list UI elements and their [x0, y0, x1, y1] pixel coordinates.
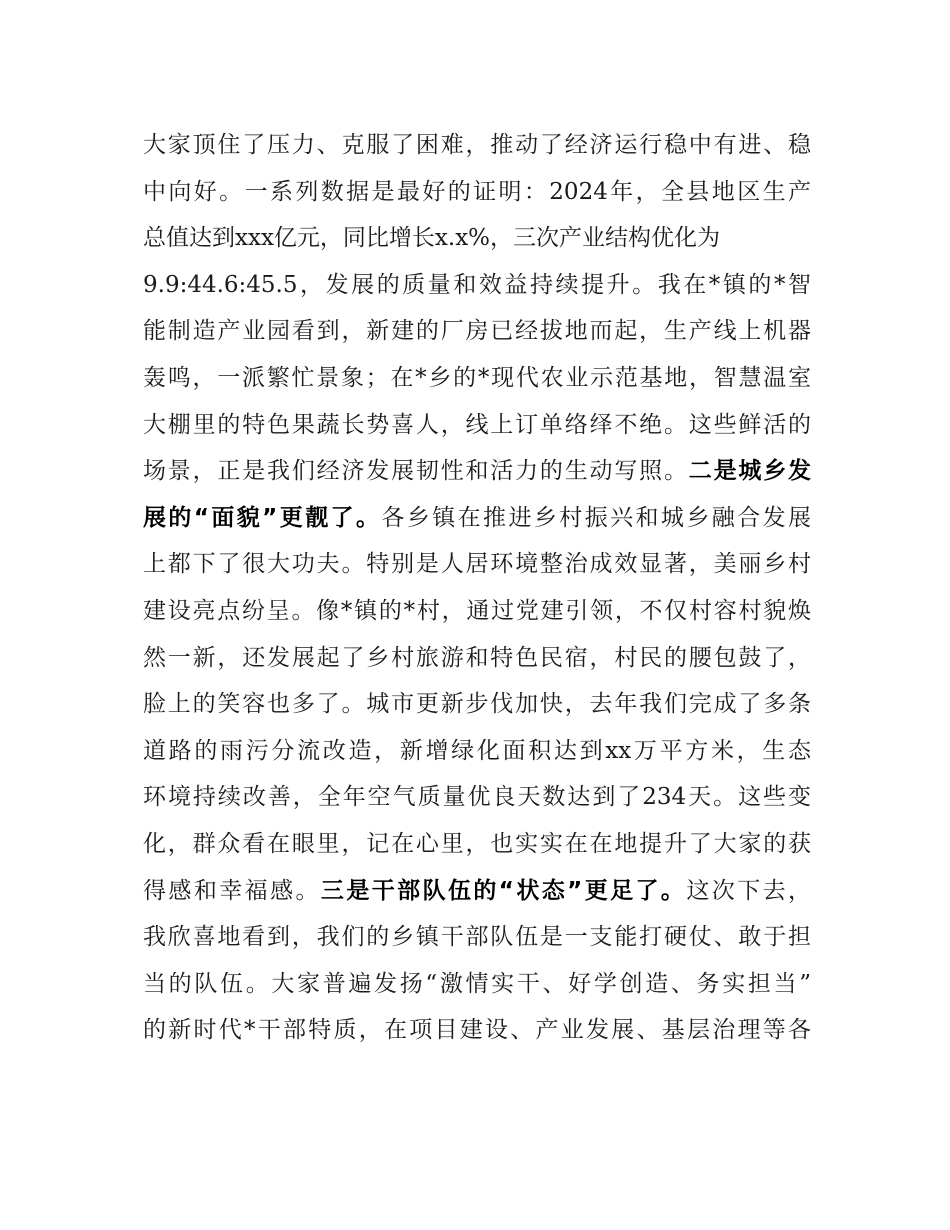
- text-line: [143, 1007, 811, 1054]
- text-line: [143, 821, 811, 868]
- body-text: 这次下去，: [686, 877, 812, 904]
- body-text: 得感和幸福感。: [143, 877, 321, 904]
- text-line: [143, 308, 811, 355]
- document-body: [143, 122, 811, 1054]
- bold-heading-text: 二是城乡发: [688, 458, 812, 485]
- text-line: [143, 262, 811, 309]
- text-line: [143, 169, 811, 216]
- text-line: [143, 868, 811, 915]
- text-line: [143, 541, 811, 588]
- text-line: [143, 588, 811, 635]
- body-text: 当的队伍。大家普遍发扬“激情实干、好学创造、务实担当”: [143, 970, 811, 997]
- body-text: 能制造产业园看到，新建的厂房已经拔地而起，生产线上机器: [143, 318, 811, 345]
- body-text: 大家顶住了压力、克服了困难，推动了经济运行稳中有进、稳: [143, 132, 811, 158]
- body-text: 总值达到xxx亿元，同比增长x.x%，三次产业结构优化为: [143, 225, 721, 252]
- body-text: 轰鸣，一派繁忙景象；在*乡的*现代农业示范基地，智慧温室: [143, 364, 811, 391]
- body-text: 场景，正是我们经济发展韧性和活力的生动写照。: [143, 458, 689, 485]
- text-line: [143, 914, 811, 961]
- text-line: [143, 355, 811, 402]
- text-line: [143, 495, 811, 542]
- text-line: [143, 448, 811, 495]
- bold-heading-text: 三是干部队伍的“状态”更足了。: [320, 877, 687, 904]
- text-line: [143, 402, 811, 449]
- text-line: [143, 122, 811, 169]
- body-text: 建设亮点纷呈。像*镇的*村，通过党建引领，不仅村容村貌焕: [143, 597, 811, 624]
- body-text: 道路的雨污分流改造，新增绿化面积达到xx万平方米，生态: [143, 737, 811, 764]
- text-line: [143, 215, 811, 262]
- text-line: [143, 774, 811, 821]
- text-line: [143, 635, 811, 682]
- body-text: 脸上的笑容也多了。城市更新步伐加快，去年我们完成了多条: [143, 691, 811, 718]
- body-text: 化，群众看在眼里，记在心里，也实实在在地提升了大家的获: [143, 830, 811, 857]
- body-text: 各乡镇在推进乡村振兴和城乡融合发展: [381, 504, 811, 531]
- text-line: [143, 681, 811, 728]
- body-text: 大棚里的特色果蔬长势喜人，线上订单络绎不绝。这些鲜活的: [143, 411, 811, 438]
- body-text: 的新时代*干部特质，在项目建设、产业发展、基层治理等各: [143, 1017, 811, 1044]
- text-line: [143, 728, 811, 775]
- text-line: [143, 961, 811, 1008]
- body-text: 环境持续改善，全年空气质量优良天数达到了234天。这些变: [143, 784, 811, 811]
- bold-heading-text: 展的“面貌”更靓了。: [143, 504, 382, 531]
- body-text: 中向好。一系列数据是最好的证明：2024年，全县地区生产: [143, 178, 811, 205]
- body-text: 然一新，还发展起了乡村旅游和特色民宿，村民的腰包鼓了，: [143, 644, 811, 671]
- body-text: 我欣喜地看到，我们的乡镇干部队伍是一支能打硬仗、敢于担: [143, 924, 811, 951]
- body-text: 上都下了很大功夫。特别是人居环境整治成效显著，美丽乡村: [143, 551, 811, 578]
- body-text: 9.9:44.6:45.5，发展的质量和效益持续提升。我在*镇的*智: [143, 271, 811, 298]
